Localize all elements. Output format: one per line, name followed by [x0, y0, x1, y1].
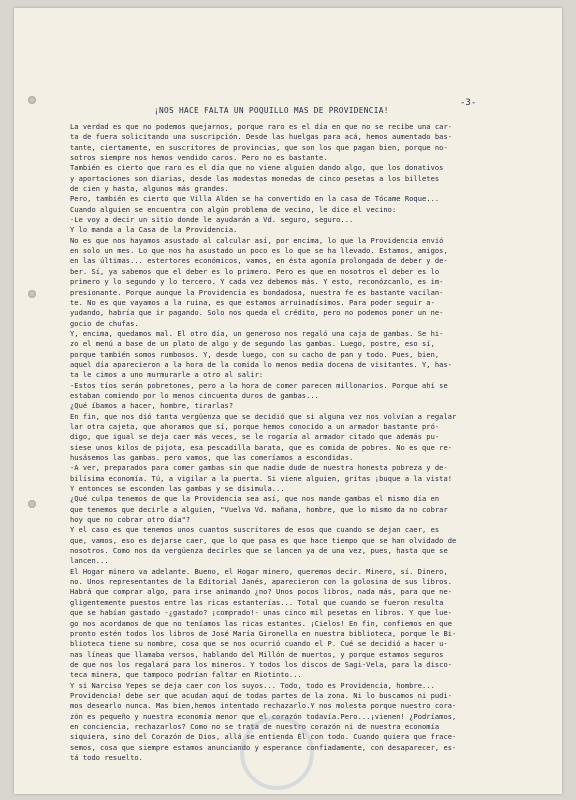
- page-number: -3-: [460, 98, 477, 108]
- text-line: aquel día aparecieron a la hora de la comida lo menos media docena de visitantes. Y, has-: [70, 359, 453, 369]
- text-line: tante, ciertamente, en suscritores de provincias, que son los que pagan bien, porque no-: [70, 142, 448, 152]
- text-line: en conciencia, rechazarlos? Como no se trata de nuestro corazón ni de nuestra economía: [70, 721, 440, 731]
- text-line: zón es pequeño y nuestra economía menor que el corazón todavía.Pero...¡vienen! ¿Podríamos,: [70, 711, 457, 721]
- text-line: -Le voy a decir un sitio donde le ayudarán a Vd. seguro, seguro...: [70, 215, 354, 225]
- text-line: Y si Narciso Yepes se deja caer con los suyos... Todo, todo es Providencia, hombre...: [70, 680, 435, 690]
- text-line: gocio de chufas.: [70, 318, 139, 328]
- text-line: tá todo resuelto.: [70, 752, 143, 762]
- text-line: husásemos las gambas. pero vamos, que las comeríamos a escondidas.: [70, 453, 354, 462]
- article-title: ¡NOS HACE FALTA UN POQUILLO MAS DE PROVIDENCIA!: [154, 106, 389, 115]
- text-line: te. No es que vayamos a la ruina, es que estamos arruinadísimos. Para poder seguir a-: [70, 297, 435, 307]
- text-line: ¿Qué culpa tenemos de que la Providencia sea así, que nos mande gambas el mismo día en: [70, 494, 440, 504]
- text-line: Y entonces se esconden las gambas y se disimula...: [70, 484, 285, 494]
- text-line: Cuando alguien se encuentra con algún problema de vecino, le dice el vecino:: [70, 204, 397, 214]
- text-line: La verdad es que no podemos quejarnos, porque raro es el día en que no se recibe una car-: [70, 122, 453, 131]
- text-line: semos, cosa que siempre estamos anunciando y esperance confiadamente, con desaparecer, es-: [70, 742, 457, 752]
- text-line: Habrá que comprar algo, para irse animando ¿no? Unos pocos libros, nada más, para que ne-: [70, 587, 453, 597]
- article-body: [70, 122, 542, 763]
- text-line: No es que nos hayamos asustado al calcular así, por encima, lo que la Providencia envió: [70, 235, 444, 245]
- text-line: no. Unos representantes de la Editorial Janés, aparecieron con la golosina de sus libros.: [70, 577, 453, 587]
- text-line: En fin, que nos dió tanta vergüenza que se decidió que si alguna vez nos volvían a regalar: [70, 411, 457, 421]
- text-line: pronto estén todos los libros de José María Gironella en nuestra biblioteca, porque le Bi-: [70, 628, 457, 638]
- text-line: También es cierto que raro es el día que no viene alguien dando algo, que los donativos: [70, 163, 444, 173]
- text-line: siquiera, sino del Corazón de Dios, allá se entienda Él con todo. Cuando quiera que frace-: [70, 732, 457, 742]
- text-line: en las últimas... estertores económicos, vamos, en ésta agonía prolongada de deber y de-: [70, 256, 448, 266]
- text-line: digo, que igual se deja caer más veces, se le rogaría al armador citado que además pu-: [70, 432, 440, 442]
- text-line: nas líneas que llamaba versos, hablando del Millón de muertos, y porque estamos seguros: [70, 649, 444, 659]
- text-line: ber. Sí, ya sabemos que el deber es lo primero. Pero es que en nosotros el deber es lo: [70, 266, 440, 276]
- text-line: ta de fuera solicitando una suscripción. Desde las huelgas para acá, hemos aumentado bas-: [70, 132, 453, 142]
- text-line: sotros siempre nos hemos vendido caros. Pero no es bastante.: [70, 153, 328, 163]
- text-line: -Estos tíos serán pobretones, pero a la hora de comer parecen millonarios. Porque ahí se: [70, 380, 448, 390]
- text-line: yudando, habría que ir pagando. Solo nos queda el crédito, pero no podemos poner un ne-: [70, 308, 444, 318]
- text-line: lancen...: [70, 556, 109, 566]
- text-line: nosotros. Como nos da vergüenza decirles que se lancen ya de una vez, pues, hasta que se: [70, 546, 448, 556]
- text-line: Y el caso es que tenemos unos cuantos suscritores de esos que cuando se dejan caer, es: [70, 525, 440, 535]
- text-line: Providencia! debe ser que acudan aquí de todas partes de la zona. Ni lo buscamos ni pudi-: [70, 690, 453, 700]
- text-line: hoy que no cobrar otro día"?: [70, 515, 191, 525]
- text-line: porque también somos rumbosos. Y, desde luego, con su cacho de pan y todo. Pues, bien,: [70, 349, 440, 359]
- text-line: Pero, también es cierto que Villa Alden se ha convertido en la casa de Tócame Roque...: [70, 194, 440, 204]
- punch-hole: [28, 290, 36, 298]
- text-line: ta le cimos a uno murmurarle a otro al salir:: [70, 370, 264, 380]
- text-line: de cien y hasta, algunos más grandes.: [70, 184, 229, 194]
- text-line: gligentemente puestos entre las ricas estanterías... Total que cuando se fueron resulta: [70, 597, 444, 607]
- text-line: que se habían gastado -¿gastado? ¡comprado!- unas cinco mil pesetas en libros. Y que lue-: [70, 608, 453, 618]
- text-line: siese unos kilos de pijota, esa pescadilla barata, que es comida de pobres. No es que re-: [70, 442, 453, 452]
- text-line: El Hogar minero va adelante. Bueno, el Hogar minero, queremos decir. Minero, sí. Dinero,: [70, 566, 448, 576]
- text-line: de que nos los regalará para los mineros. Y todos los discos de Sagi-Vela, para la disco-: [70, 659, 453, 669]
- watermark-seal-icon: [240, 716, 314, 790]
- text-line: y aportaciones son diarias, desde las modestas monedas de cinco pesetas a los billetes: [70, 173, 440, 183]
- text-line: mos desearlo nunca. Mas bien,hemos intentado rechazarlo.Y nos molesta porque nuestro cora-: [70, 701, 457, 711]
- text-line: go nos acordamos de que no teníamos las ricas estantes. ¡Cielos! En fin, confiemos en que: [70, 618, 453, 628]
- text-line: ¿Qué íbamos a hacer, hombre, tirarlas?: [70, 401, 234, 411]
- text-line: estaban comiendo por lo menos cincuenta duros de gambas...: [70, 390, 319, 400]
- text-line: -A ver, preparados para comer gambas sin que nadie dude de nuestra honesta pobreza y de-: [70, 463, 448, 473]
- text-line: lar otra cajeta, que ahoramos que sí, porque hemos conocido a un armador bastante pró-: [70, 421, 440, 431]
- text-line: Y, encima, quedamos mal. El otro día, un generoso nos regaló una caja de gambas. Se hi-: [70, 328, 444, 338]
- text-line: primero y lo segundo y lo tercero. Y cada vez debemos más. Y esto, reconózcanlo, es im-: [70, 277, 444, 287]
- text-line: en solo un mes. Lo que nos ha asustado un poco es lo que se ha llevado. Estamos, amigos,: [70, 246, 448, 256]
- archive-watermark: [240, 712, 540, 790]
- punch-hole: [28, 500, 36, 508]
- punch-holes: [28, 0, 48, 800]
- text-line: blioteca tiene su nombre, cosa que se nos ocurrió cuando el P. Cué se decidió a hacer u-: [70, 639, 448, 649]
- text-line: presionante. Porque aunque la Providencia es bondadosa, nuestra fe es bastante vacilan-: [70, 287, 444, 297]
- punch-hole: [28, 96, 36, 104]
- text-line: zo el menú a base de un plato de algo y de segundo las gambas. Luego, postre, eso sí,: [70, 339, 435, 349]
- text-line: bilísima economía. Tú, a vigilar a la puerta. Si viene alguien, gritas ¡buque a la vista!: [70, 473, 453, 483]
- text-line: teca minera, que tampoco podrían faltar en Riotinto...: [70, 670, 302, 680]
- text-line: Y lo manda a la Casa de la Providencia.: [70, 225, 238, 235]
- text-line: que, vamos, eso es dejarse caer, que lo que pasa es que hace tiempo que se han olvidado de: [70, 535, 457, 545]
- text-line: que tenemos que decirle a alguien, "Vuelva Vd. mañana, hombre, que lo mismo da no cobrar: [70, 504, 448, 514]
